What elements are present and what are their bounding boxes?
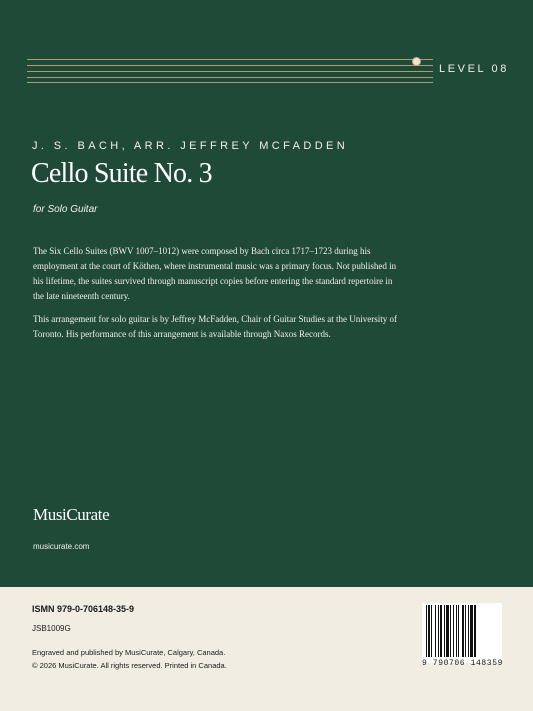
staff-line	[27, 65, 433, 66]
description-paragraph: The Six Cello Suites (BWV 1007–1012) were composed by Bach circa 1717–1723 during his employment at the court of Köthen, where instrumental music was a primary focus. Not published in his lifetime, the suites survived through manuscript copies before entering the standard repertoire in the late nineteenth century.	[33, 246, 397, 301]
publisher-url[interactable]: musicurate.com	[33, 542, 90, 551]
catalog-code: JSB1009G	[32, 624, 71, 633]
publisher-logo: MusiCurate	[33, 505, 110, 524]
arrangement-paragraph: This arrangement for solo guitar is by Jeffrey McFadden, Chair of Guitar Studies at the University of Toronto. His performance of this arrangement is available through Naxos Records.	[33, 314, 397, 339]
isbn-number: ISMN 979-0-706148-35-9	[32, 604, 135, 614]
barcode-bar	[462, 605, 464, 657]
barcode-bar	[458, 605, 459, 657]
barcode-bar	[450, 605, 451, 657]
barcode-digits: 9 790706 148359	[422, 659, 504, 668]
level-label: LEVEL 08	[439, 63, 509, 75]
barcode-bar	[474, 605, 476, 657]
composer-credit: J. S. BACH, ARR. JEFFREY MCFADDEN	[32, 140, 349, 152]
barcode-bar	[438, 605, 439, 657]
staff-line	[27, 71, 433, 72]
subtitle: for Solo Guitar	[33, 204, 98, 215]
barcode-bar	[440, 605, 442, 657]
staff-line	[27, 59, 433, 60]
barcode-graphic	[426, 605, 498, 657]
music-staff-decoration	[27, 59, 433, 83]
barcode-icon	[422, 603, 502, 663]
barcode-bar	[470, 605, 473, 657]
barcode-bar	[453, 605, 454, 657]
barcode-bar	[431, 605, 432, 657]
staff-line	[27, 77, 433, 78]
barcode-bar	[426, 605, 427, 657]
note-head-icon	[412, 57, 421, 66]
publisher-line: Engraved and published by MusiCurate, Calgary, Canada.	[32, 648, 226, 657]
barcode-bar	[428, 605, 430, 657]
page-title: Cello Suite No. 3	[31, 158, 212, 189]
barcode-bar	[465, 605, 466, 657]
barcode-bar	[444, 605, 445, 657]
footer-panel	[0, 587, 533, 711]
staff-line	[27, 82, 433, 83]
barcode-bar	[435, 605, 436, 657]
copyright-line: © 2026 MusiCurate. All rights reserved. Printed in Canada.	[32, 661, 227, 670]
barcode-bar	[456, 605, 457, 657]
barcode-bar	[446, 605, 449, 657]
barcode-bar	[468, 605, 469, 657]
